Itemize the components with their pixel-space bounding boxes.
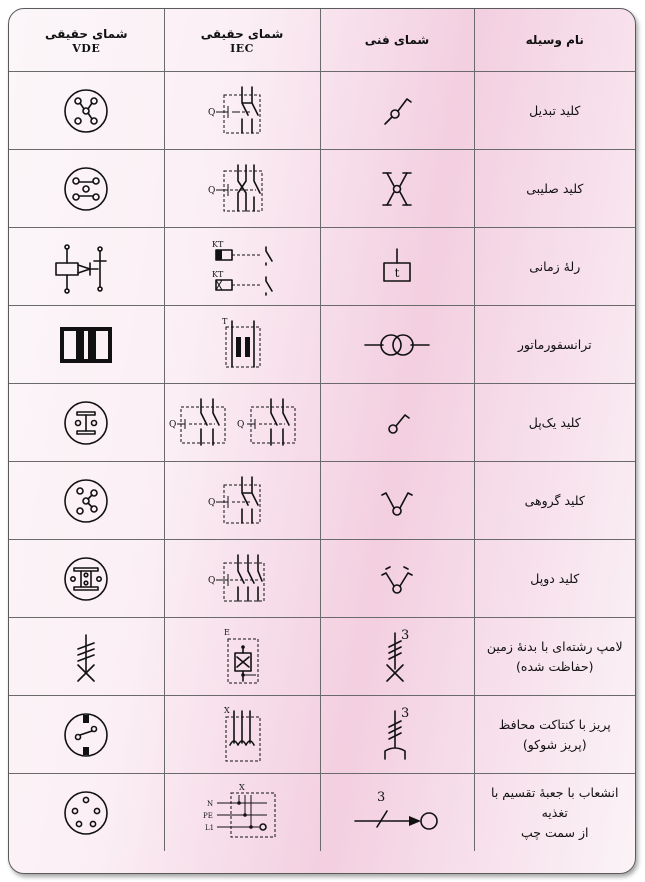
vde-cell: [9, 618, 164, 696]
e-label: E: [224, 627, 230, 637]
name-cell: [474, 384, 635, 462]
iec-cell: [164, 72, 320, 150]
tech-cell: [320, 306, 474, 384]
device-name: کلید گروهی: [524, 492, 585, 508]
iec-cell: [164, 540, 320, 618]
q-label: Q: [237, 419, 245, 430]
tech-two-pole-switch-icon: [367, 549, 427, 609]
l1-label: L1: [205, 823, 215, 832]
t-box-label: t: [394, 265, 400, 280]
table-row: [9, 72, 635, 150]
vde-one-pole-switch-icon: [56, 393, 116, 453]
three-wire-label: 3: [401, 705, 410, 721]
vde-cell: [9, 72, 164, 150]
tech-cell: [320, 462, 474, 540]
iec-junction-box-icon: [197, 781, 287, 845]
vde-cell: [9, 384, 164, 462]
tech-cell: [320, 540, 474, 618]
table-row: [9, 150, 635, 228]
header-iec-title: شمای حقیقی: [200, 26, 284, 41]
device-name-note: (حفاظت شده): [516, 658, 594, 674]
tech-junction-box-icon: [347, 783, 447, 843]
symbol-table: [9, 9, 635, 851]
q-label: Q: [208, 107, 216, 118]
device-name: انشعاب با جعبهٔ تقسیم با تغذیه: [491, 784, 619, 820]
vde-group-switch-icon: [56, 471, 116, 531]
iec-cell: [164, 228, 320, 306]
iec-transformer-icon: [202, 315, 282, 375]
device-name: پریز با کنتاکت محافظ: [498, 716, 611, 732]
name-cell: [474, 696, 635, 774]
symbol-table-frame: [8, 8, 636, 874]
table-row: [9, 384, 635, 462]
tech-cell: [320, 384, 474, 462]
vde-cell: [9, 540, 164, 618]
iec-cell: [164, 774, 320, 852]
name-cell: [474, 540, 635, 618]
three-wire-label: 3: [377, 789, 386, 805]
iec-cell: [164, 306, 320, 384]
device-name: لامپ رشته‌ای با بدنهٔ زمین: [486, 638, 623, 654]
header-iec-sub: IEC: [230, 41, 254, 55]
q-label: Q: [208, 185, 216, 196]
vde-transformer-icon: [46, 315, 126, 375]
vde-cross-switch-icon: [56, 159, 116, 219]
tech-earthed-lamp-icon: [367, 625, 427, 689]
pe-label: PE: [203, 811, 213, 820]
q-label: Q: [208, 497, 216, 508]
vde-cell: [9, 228, 164, 306]
device-name: کلید صلیبی: [526, 180, 584, 196]
table-row: [9, 618, 635, 696]
tech-cross-switch-icon: [367, 159, 427, 219]
tech-transformer-icon: [357, 315, 437, 375]
name-cell: [474, 228, 635, 306]
name-cell: [474, 150, 635, 228]
name-cell: [474, 306, 635, 384]
iec-schuko-socket-icon: [202, 703, 282, 767]
vde-cell: [9, 306, 164, 384]
table-row: [9, 540, 635, 618]
n-label: N: [207, 799, 214, 808]
iec-one-pole-switch-icon: [167, 393, 317, 453]
iec-cell: [164, 618, 320, 696]
table-row: [9, 228, 635, 306]
name-cell: [474, 462, 635, 540]
tech-cell: [320, 696, 474, 774]
device-name: کلید یک‌پل: [528, 414, 581, 430]
device-name: رلهٔ زمانی: [529, 258, 581, 274]
iec-cross-switch-icon: [202, 159, 282, 219]
tech-cell: [320, 228, 474, 306]
tech-group-switch-icon: [367, 471, 427, 531]
q-label: Q: [208, 575, 216, 586]
iec-cell: [164, 696, 320, 774]
vde-two-pole-switch-icon: [56, 549, 116, 609]
vde-earthed-lamp-icon: [56, 627, 116, 687]
tech-schuko-socket-icon: [367, 703, 427, 767]
tech-cell: [320, 618, 474, 696]
header-vde: [9, 9, 164, 72]
header-vde-title: شمای حقیقی: [45, 26, 128, 41]
iec-cell: [164, 150, 320, 228]
header-name: [474, 9, 635, 72]
vde-cell: [9, 150, 164, 228]
iec-cell: [164, 462, 320, 540]
t-label: T: [222, 316, 228, 326]
iec-group-switch-icon: [202, 471, 282, 531]
vde-junction-box-icon: [56, 783, 116, 843]
table-row: [9, 696, 635, 774]
header-name-title: نام وسیله: [525, 33, 584, 47]
table-row: [9, 306, 635, 384]
table-row: [9, 462, 635, 540]
header-tech: [320, 9, 474, 72]
header-tech-title: شمای فنی: [364, 33, 430, 47]
vde-cell: [9, 462, 164, 540]
device-name: کلید تبدیل: [529, 102, 581, 118]
vde-changeover-switch-icon: [56, 81, 116, 141]
name-cell: [474, 618, 635, 696]
x-label: X: [239, 782, 245, 792]
iec-changeover-switch-icon: [202, 81, 282, 141]
kt-label: KT: [212, 239, 224, 249]
device-name-note: (پریز شوکو): [522, 736, 587, 752]
tech-time-relay-icon: [367, 237, 427, 297]
iec-time-relay-icon: [202, 235, 282, 299]
vde-cell: [9, 696, 164, 774]
iec-earthed-lamp-icon: [202, 625, 282, 689]
tech-one-pole-switch-icon: [367, 393, 427, 453]
header-iec: [164, 9, 320, 72]
device-name-note: از سمت چپ: [521, 824, 589, 840]
x-label: X: [224, 705, 230, 715]
header-vde-sub: VDE: [72, 41, 101, 55]
tech-cell: [320, 72, 474, 150]
vde-schuko-socket-icon: [56, 705, 116, 765]
device-name: کلید دوپل: [530, 570, 580, 586]
tech-changeover-switch-icon: [367, 81, 427, 141]
iec-cell: [164, 384, 320, 462]
iec-two-pole-switch-icon: [202, 549, 282, 609]
kt-label: KT: [212, 269, 224, 279]
name-cell: [474, 72, 635, 150]
name-cell: [474, 774, 635, 852]
header-row: [9, 9, 635, 72]
vde-time-relay-icon: [46, 237, 126, 297]
vde-cell: [9, 774, 164, 852]
device-name: ترانسفورماتور: [517, 336, 592, 352]
q-label: Q: [169, 419, 177, 430]
tech-cell: [320, 774, 474, 852]
table-row: [9, 774, 635, 852]
tech-cell: [320, 150, 474, 228]
three-wire-label: 3: [401, 627, 410, 643]
